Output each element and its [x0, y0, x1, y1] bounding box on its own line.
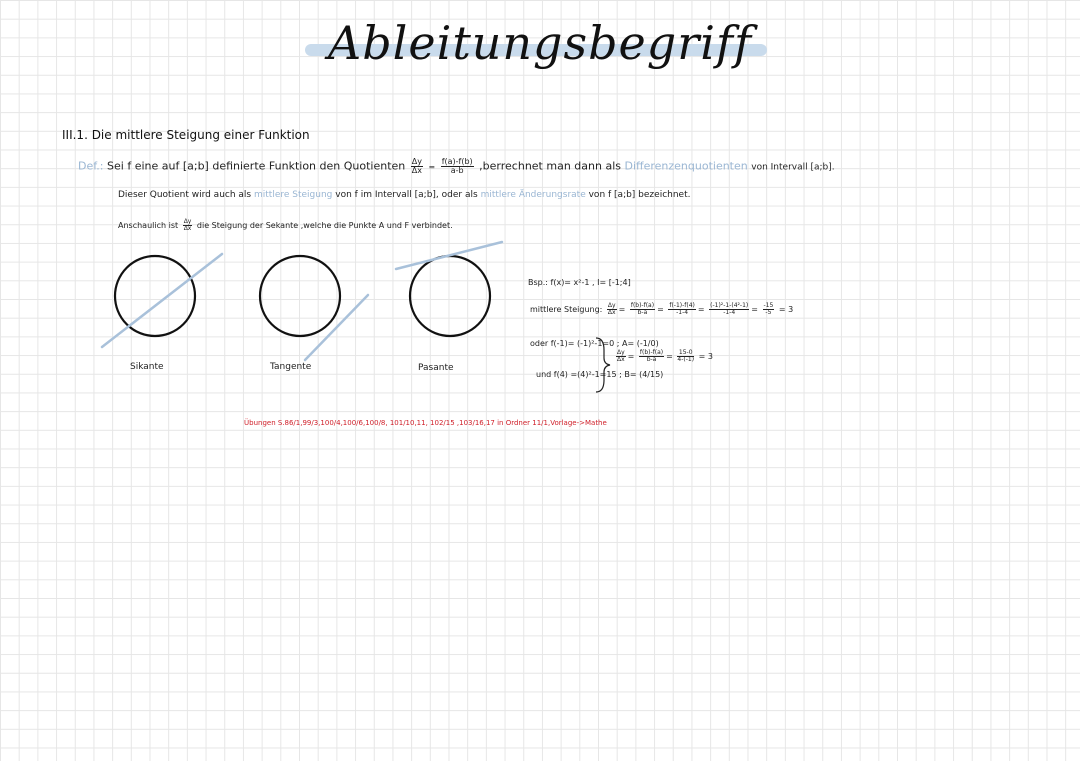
page-title: Ableitungsbegriff — [328, 16, 752, 70]
quotient-delta: $\frac{\Delta y}{\Delta x}$ — [411, 157, 422, 175]
example-brace-result: $\frac{\Delta y}{\Delta x}$ = $\frac{f(b)-f(a)}{b-a}$ = $\frac{15-0}{4-(-1)}$ = 3 — [617, 349, 713, 363]
definition-text-b: ,berrechnet man dann als — [479, 159, 621, 173]
label-tangente: Tangente — [270, 362, 312, 372]
label-passante: Pasante — [418, 363, 454, 373]
passant-sketch — [396, 242, 502, 336]
definition-text-c: von Intervall [a;b]. — [751, 162, 835, 173]
term-aenderungsrate: mittlere Änderungsrate — [480, 190, 586, 200]
definition-line-2: Dieser Quotient wird auch als mittlere Steigung von f im Intervall [a;b], oder als mittlere Änderungsrate von f [a;b] bezeichnet. — [118, 190, 691, 200]
term-mittlere-steigung: mittlere Steigung — [254, 190, 333, 200]
tangent-sketch — [260, 256, 368, 360]
section-heading: III.1. Die mittlere Steigung einer Funktion — [62, 128, 310, 142]
quotient-delta-small: $\frac{\Delta y}{\Delta x}$ — [183, 218, 192, 232]
secant-sketch — [102, 254, 222, 347]
label-sekante: Sikante — [130, 362, 164, 372]
definition-text-a: Sei f eine auf [a;b] definierte Funktion den Quotienten — [107, 159, 406, 173]
example-head: Bsp.: f(x)= x²-1 , I= [-1;4] — [528, 278, 631, 287]
definition-line-3: Anschaulich ist $\frac{\Delta y}{\Delta x}$ die Steigung der Sekante ,welche die Punkte A und F verbindet. — [118, 218, 453, 232]
exercises-note: Übungen S.86/1,99/3,100/4,100/6,100/8, 101/10,11, 102/15 ,103/16,17 in Ordner 11/1,Vorlage->Mathe — [244, 419, 607, 427]
definition-label: Def.: — [78, 159, 104, 173]
quotient-function: $\frac{f(a)-f(b)}{a-b}$ — [441, 157, 473, 175]
example-slope: mittlere Steigung: $\frac{\Delta y}{\Delta x}$ = $\frac{f(b)-f(a)}{b-a}$ = $\frac{f(-1)-f(4)}{-1-4}$ = $\frac{\text{(-1)²-1-(4²-1)}}{-1-4}$ = $\frac{-15}{-5}$ = 3 — [530, 302, 794, 316]
term-differenzenquotient: Differenzenquotienten — [624, 159, 748, 173]
example-line-b: und f(4) =(4)²-1=15 ; B= (4/15) — [536, 370, 664, 379]
definition-line-1: Def.: Sei f eine auf [a;b] definierte Funktion den Quotienten $\frac{\Delta y}{\Delta x}$ = $\frac{f(a)-f(b)}{a-b}$ ,berrechnet man dann als Differenzenquotienten von Intervall [a;b]. — [78, 157, 835, 175]
example-line-a: oder f(-1)= (-1)²-1=0 ; A= (-1/0) — [530, 339, 659, 348]
